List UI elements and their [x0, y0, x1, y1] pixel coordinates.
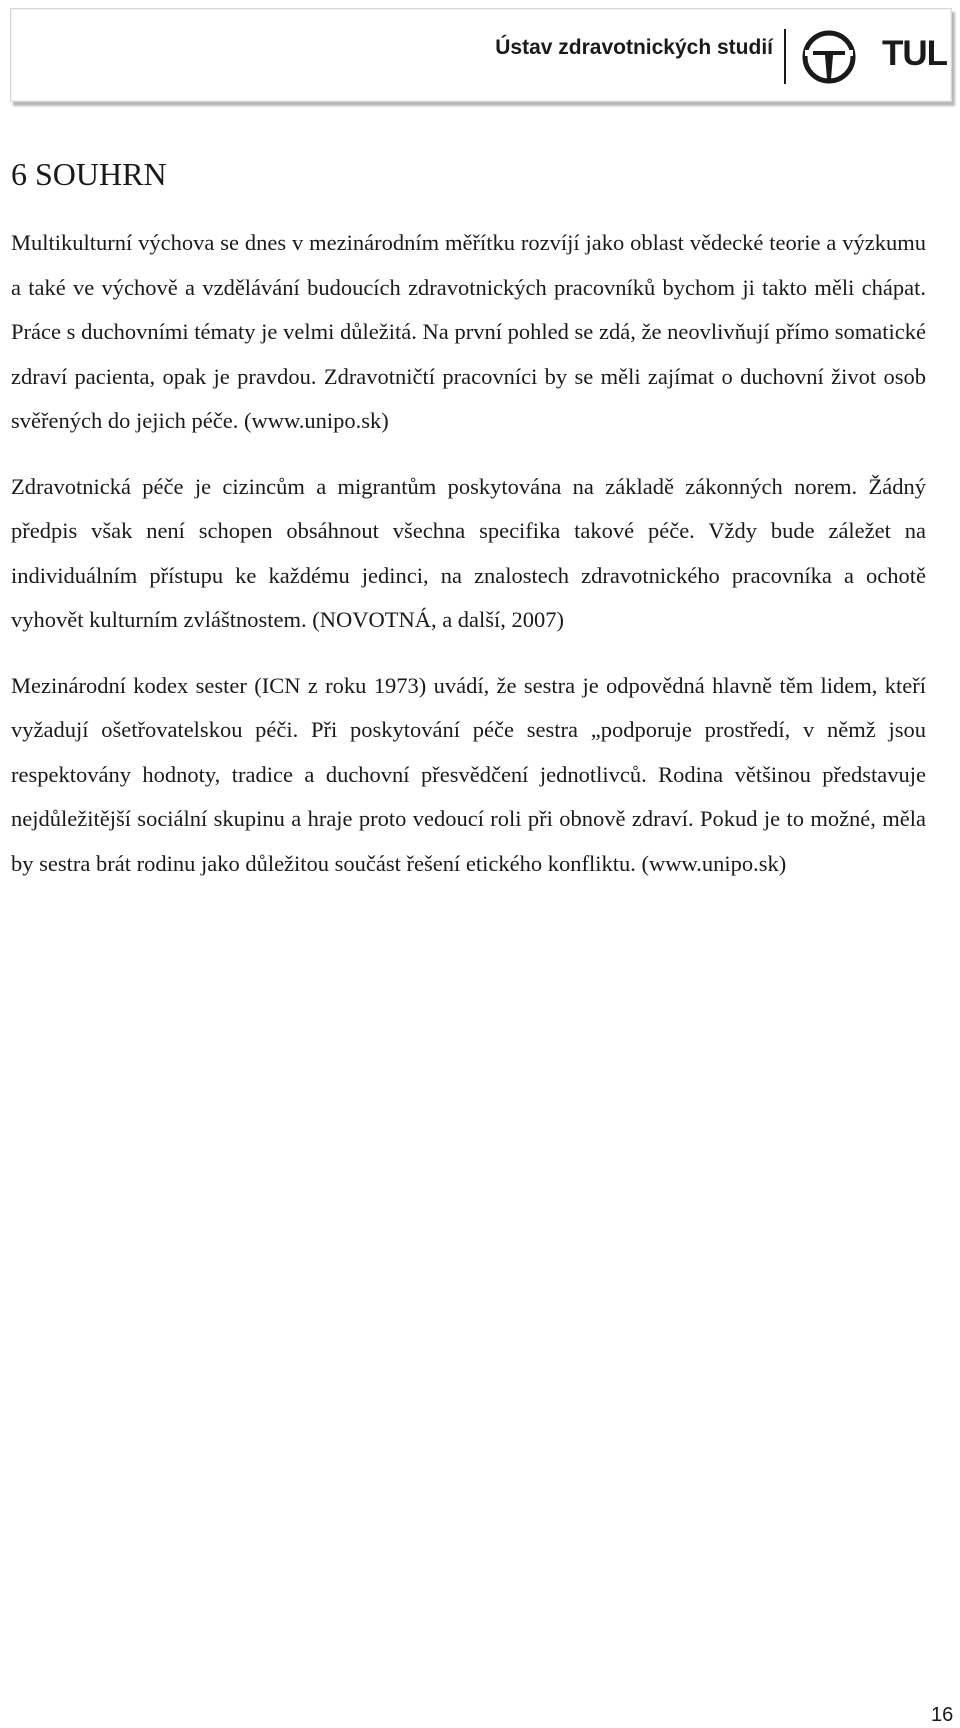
tul-logo-text: TUL [882, 34, 948, 73]
paragraph-2: Zdravotnická péče je cizincům a migrantům poskytována na základě zákonných norem. Žádný předpis však není schopen obsáhnout všechna specifika takové péče. Vždy bude záležet na individuálním přístupu ke každému jedinci, na znalostech zdravotnického pracovníka a ochotě vyhovět kulturním zvláštnostem. (NOVOTNÁ, a další, 2007) [11, 473, 926, 632]
tul-emblem-icon [801, 29, 857, 85]
section-heading: 6 SOUHRN [11, 156, 167, 192]
header-divider [784, 29, 786, 84]
page-number: 16 [931, 1704, 954, 1726]
institute-name: Ústav zdravotnických studií [495, 36, 773, 59]
page-header [10, 8, 952, 102]
paragraph-3: Mezinárodní kodex sester (ICN z roku 1973) uvádí, že sestra je odpovědná hlavně těm lidem, kteří vyžadují ošetřovatelskou péči. Při poskytování péče sestra „podporuje prostředí, v němž jsou respektovány hodnoty, tradice a duchovní přesvědčení jednotlivců. Rodina většinou představuje nejdůležitější sociální skupinu a hraje proto vedoucí roli při obnově zdraví. Pokud je to možné, měla by sestra brát rodinu jako důležitou součást řešení etického konfliktu. (www.unipo.sk) [11, 672, 926, 876]
page-content [11, 155, 926, 907]
paragraph-1: Multikulturní výchova se dnes v mezinárodním měřítku rozvíjí jako oblast vědecké teorie a výzkumu a také ve výchově a vzdělávání budoucích zdravotnických pracovníků bychom ji takto měli chápat. Práce s duchovními tématy je velmi důležitá. Na první pohled se zdá, že neovlivňují přímo somatické zdraví pacienta, opak je pravdou. Zdravotničtí pracovníci by se měli zajímat o duchovní život osob svěřených do jejich péče. (www.unipo.sk) [11, 230, 926, 433]
